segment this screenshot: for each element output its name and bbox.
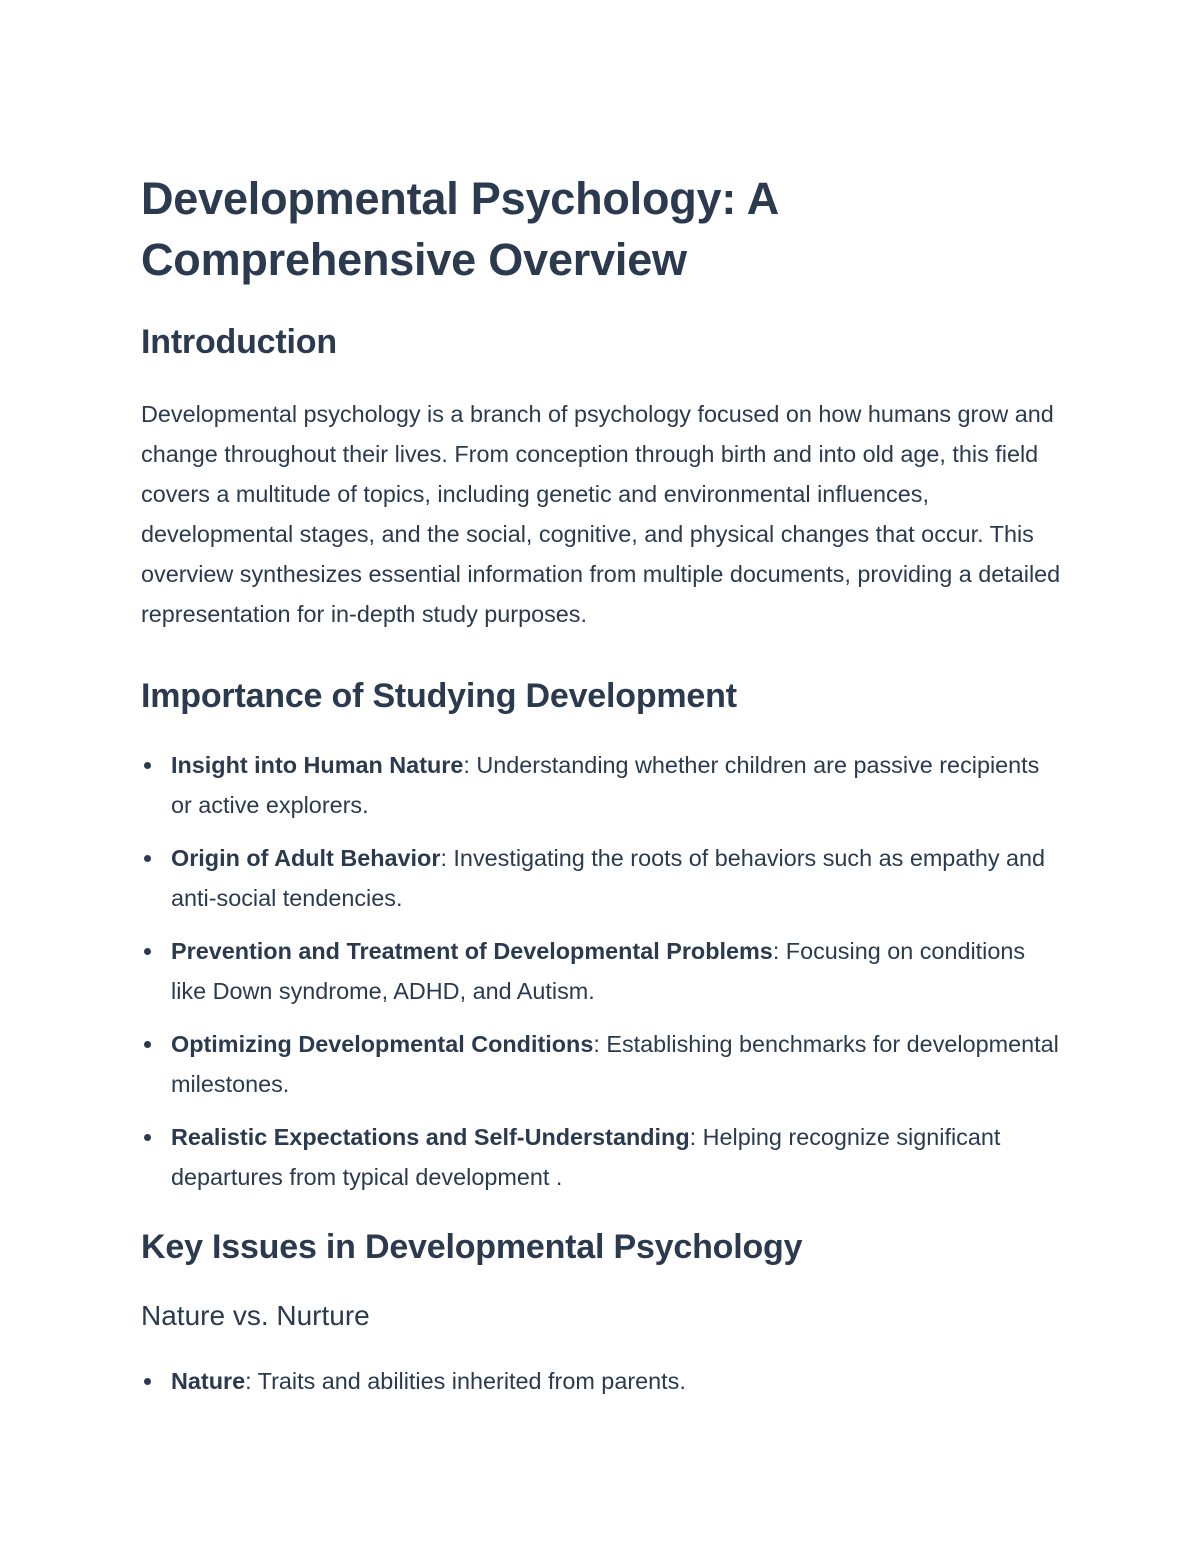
list-item-text: : Investigating the roots of behaviors such as empathy and anti-social tendencies. (171, 845, 1046, 911)
bullet-icon (144, 1041, 151, 1048)
list-item-term: Insight into Human Nature (171, 752, 464, 778)
document-page (141, 168, 1061, 1414)
key-issues-heading: Key Issues in Developmental Psychology (141, 1228, 803, 1266)
nature-vs-nurture-heading: Nature vs. Nurture (141, 1300, 370, 1331)
list-item-text: : Establishing benchmarks for developmental milestones. (171, 1031, 1059, 1097)
importance-heading: Importance of Studying Development (141, 677, 737, 715)
introduction-heading: Introduction (141, 323, 337, 361)
bullet-icon (144, 762, 151, 769)
nature-vs-nurture-list (141, 1361, 1061, 1401)
list-item (141, 1361, 1061, 1401)
list-item (141, 1024, 1061, 1104)
list-item (141, 1117, 1061, 1197)
list-item-term: Nature (171, 1368, 246, 1394)
list-item-text: : Understanding whether children are passive recipients or active explorers. (171, 752, 1040, 818)
bullet-icon (144, 1378, 151, 1385)
list-item (141, 838, 1061, 918)
list-item-text: : Focusing on conditions like Down syndrome, ADHD, and Autism. (171, 938, 1026, 1004)
list-item-text: : Helping recognize significant departures from typical development . (171, 1124, 1001, 1190)
list-item-term: Origin of Adult Behavior (171, 845, 441, 871)
list-item-term: Optimizing Developmental Conditions (171, 1031, 594, 1057)
bullet-icon (144, 855, 151, 862)
list-item (141, 931, 1061, 1011)
introduction-paragraph: Developmental psychology is a branch of psychology focused on how humans grow and change throughout their lives. From conception through birth and into old age, this field covers a multitude of topics, including genetic and environmental influences, developmental stages, and the social, cognitive, and physical changes that occur. This overview synthesizes essential information from multiple documents, providing a detailed representation for in-depth study purposes. (141, 401, 1061, 627)
list-item-term: Realistic Expectations and Self-Understanding (171, 1124, 690, 1150)
list-item-text: : Traits and abilities inherited from parents. (245, 1368, 686, 1394)
bullet-icon (144, 1134, 151, 1141)
bullet-icon (144, 948, 151, 955)
document-title: Developmental Psychology: A Comprehensive Overview (141, 173, 778, 285)
list-item-term: Prevention and Treatment of Developmental Problems (171, 938, 773, 964)
list-item (141, 745, 1061, 825)
importance-list (141, 745, 1061, 1197)
